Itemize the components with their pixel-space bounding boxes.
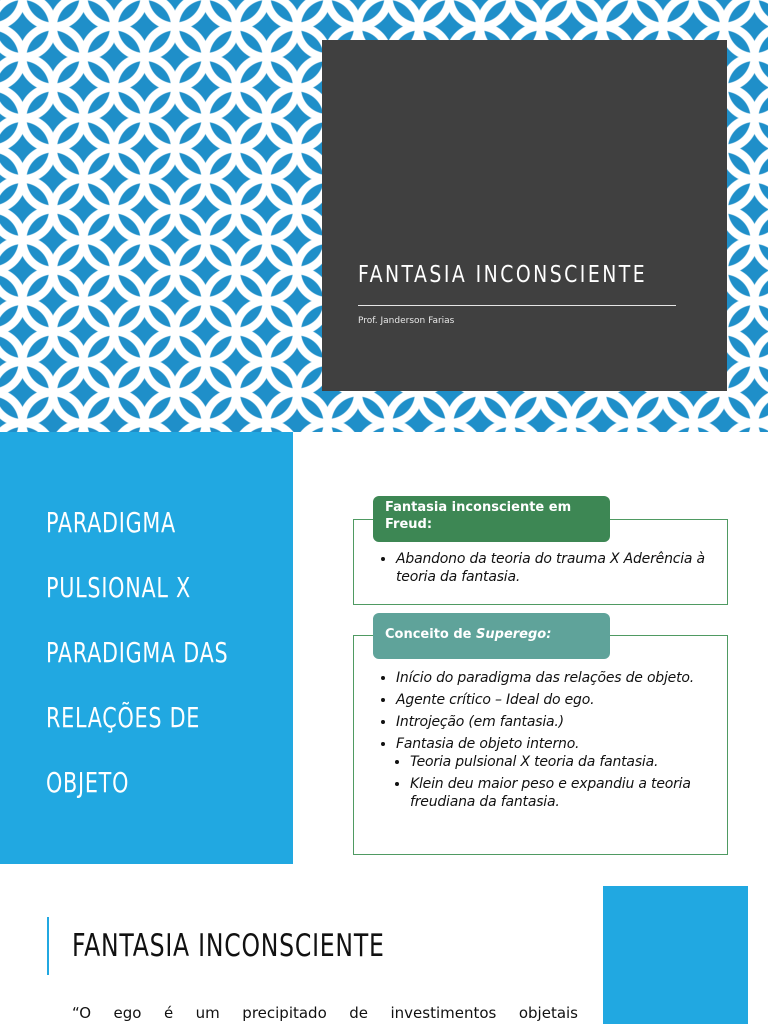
list-item: • Abandono da teoria do trauma X Aderência à teoria da fantasia.: [396, 550, 727, 586]
freud-label-line1: Fantasia inconsciente em: [385, 500, 572, 515]
slide-heading: [46, 506, 286, 831]
heading-line: PULSIONAL X: [46, 571, 191, 604]
paradigm-slide: [0, 432, 768, 864]
superego-box: [353, 635, 728, 855]
list-item: • Introjeção (em fantasia.): [396, 713, 727, 731]
superego-list: [354, 669, 727, 811]
section-title: FANTASIA INCONSCIENTE: [72, 928, 385, 964]
list-item: • Fantasia de objeto interno.: [396, 735, 727, 753]
quote-text: “O ego é um precipitado de investimentos objetais: [72, 1004, 578, 1022]
heading-line: PARADIGMA DAS: [46, 636, 229, 669]
freud-label-line2: Freud:: [385, 517, 433, 532]
heading-line: OBJETO: [46, 766, 130, 799]
title-slide: [0, 0, 768, 432]
list-item: • Agente crítico – Ideal do ego.: [396, 691, 727, 709]
quote-slide: [0, 864, 768, 1024]
title-divider: [358, 305, 676, 306]
heading-line: RELAÇÕES DE: [46, 701, 201, 734]
heading-line: PARADIGMA: [46, 506, 176, 539]
slide-title: FANTASIA INCONSCIENTE: [358, 262, 648, 288]
freud-list: [354, 550, 727, 586]
list-subitem: • Teoria pulsional X teoria da fantasia.: [410, 753, 727, 771]
list-subitem: • Klein deu maior peso e expandiu a teoria freudiana da fantasia.: [410, 775, 727, 811]
superego-label-italic: Superego:: [476, 627, 552, 642]
superego-label-prefix: Conceito de: [385, 627, 477, 642]
list-item: • Início do paradigma das relações de objeto.: [396, 669, 727, 687]
freud-label: [373, 496, 610, 542]
decorative-square: [603, 886, 748, 1024]
author-name: Prof. Janderson Farias: [358, 316, 455, 326]
accent-bar: [47, 917, 49, 975]
superego-label: [373, 613, 610, 659]
title-card: [322, 40, 727, 391]
heading-panel: [0, 432, 293, 864]
